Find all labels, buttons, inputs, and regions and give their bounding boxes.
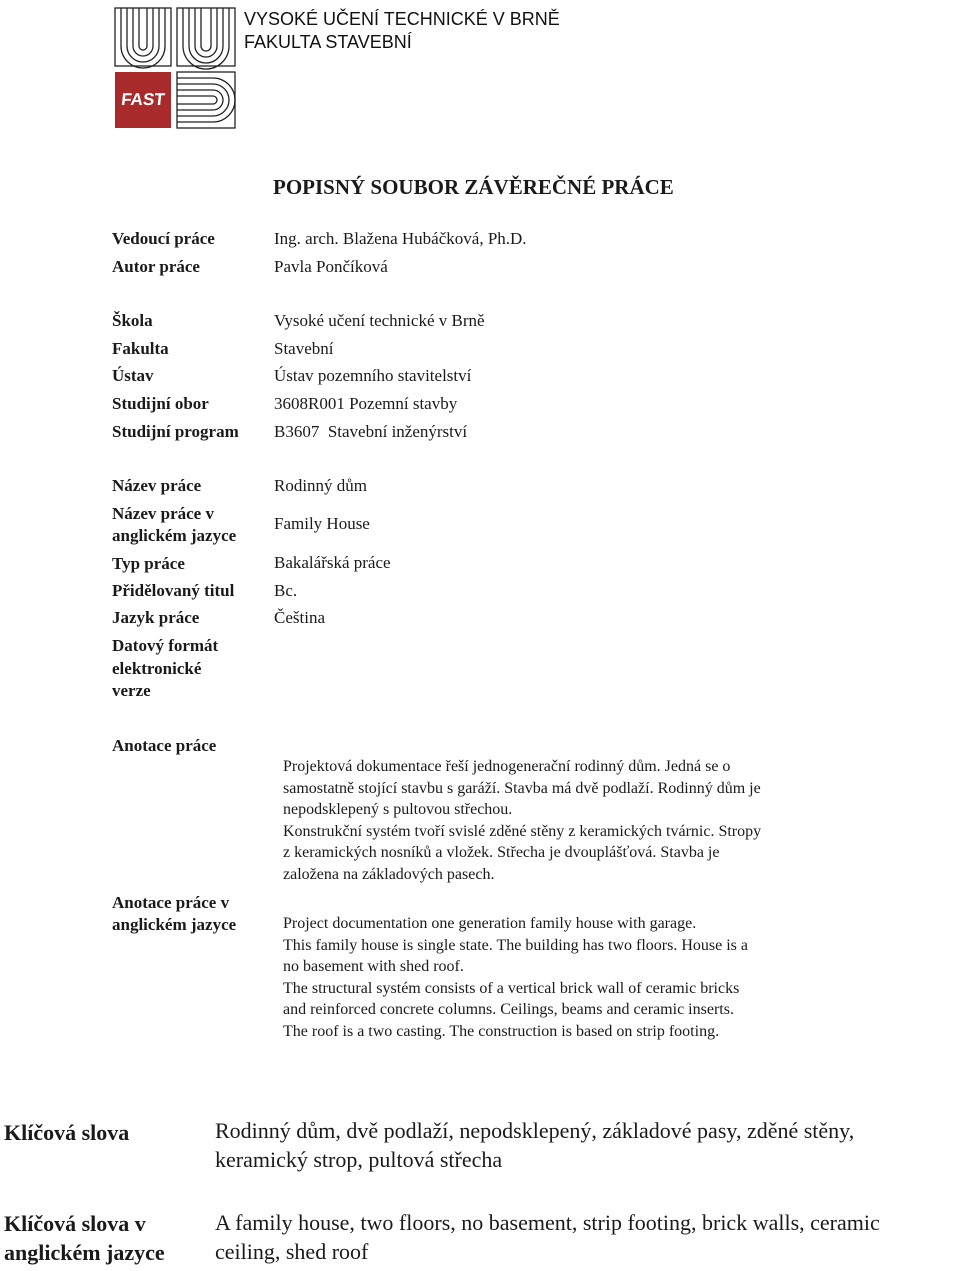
annotation-text (283, 756, 761, 885)
annotation-line: Konstrukční systém tvoří svislé zděné stěny z keramických tvárnic. Stropy (283, 822, 762, 840)
keywords-label: Klíčová slova (4, 1120, 130, 1145)
school-value: Vysoké učení technické v Brně (274, 311, 485, 330)
page-title: POPISNÝ SOUBOR ZÁVĚREČNÉ PRÁCE (273, 175, 674, 199)
annotation-en-text (283, 913, 748, 1042)
annotation-line: založena na základových pasech. (283, 865, 495, 883)
program-label: Studijní program (112, 422, 239, 441)
keywords-en-line: ceiling, shed roof (215, 1239, 369, 1264)
thesis-name-value: Rodinný dům (274, 476, 368, 495)
thesis-type-value: Bakalářská práce (274, 553, 391, 572)
faculty-logo (113, 6, 238, 130)
annotation-line: Projektová dokumentace řeší jednogenerační rodinný dům. Jedná se o (283, 758, 731, 775)
degree-label: Přidělovaný titul (112, 581, 235, 600)
thesis-name-label: Název práce (112, 476, 202, 495)
annotation-en-line: This family house is single state. The building has two floors. House is a (283, 936, 748, 954)
annotation-en-line: and reinforced concrete columns. Ceilings, beams and ceramic inserts. (283, 1001, 734, 1018)
faculty-name: FAKULTA STAVEBNÍ (244, 32, 412, 52)
keywords-line: keramický strop, pultová střecha (215, 1147, 503, 1172)
annotation-en-line: The structural systém consists of a vertical brick wall of ceramic bricks (283, 979, 740, 997)
label-line: Název práce v (112, 504, 214, 523)
label-line: Klíčová slova v (4, 1211, 146, 1236)
thesis-name-en-label (112, 503, 236, 547)
thesis-name-en-value: Family House (274, 514, 370, 533)
university-name: VYSOKÉ UČENÍ TECHNICKÉ V BRNĚ (244, 9, 560, 29)
institute-value: Ústav pozemního stavitelství (274, 366, 472, 385)
label-line: anglickém jazyce (112, 526, 237, 545)
keywords-en-text (215, 1208, 880, 1266)
label-line: elektronické (112, 658, 202, 678)
label-line: verze (112, 681, 151, 700)
supervisor-value: Ing. arch. Blažena Hubáčková, Ph.D. (274, 229, 527, 248)
annotation-en-line: Project documentation one generation family house with garage. (283, 915, 697, 932)
annotation-label: Anotace práce (112, 736, 217, 755)
keywords-en-label (4, 1209, 165, 1267)
logo-text: FAST (120, 90, 166, 109)
institute-label: Ústav (112, 366, 154, 385)
annotation-line: z keramických nosníků a vložek. Střecha je dvouplášťová. Stavba je (283, 844, 720, 861)
annotation-en-line: no basement with shed roof. (283, 958, 464, 975)
annotation-line: nepodsklepený s pultovou střechou. (283, 801, 513, 818)
supervisor-label: Vedoucí práce (112, 229, 215, 248)
annotation-en-line: The roof is a two casting. The construction is based on strip footing. (283, 1022, 720, 1040)
keywords-text (215, 1116, 854, 1174)
degree-value: Bc. (274, 581, 298, 600)
label-line: anglickém jazyce (112, 915, 237, 934)
keywords-en-line: A family house, two floors, no basement, strip footing, brick walls, ceramic (215, 1210, 880, 1235)
annotation-line: samostatně stojící stavbu s garáží. Stavba má dvě podlaží. Rodinný dům je (283, 779, 761, 797)
label-line: Anotace práce v (112, 893, 230, 912)
thesis-type-label: Typ práce (112, 554, 185, 573)
school-label: Škola (112, 311, 153, 330)
program-value: B3607 Stavební inženýrství (274, 422, 468, 441)
language-value: Čeština (274, 608, 325, 627)
field-label: Studijní obor (112, 394, 209, 413)
language-label: Jazyk práce (112, 608, 200, 627)
author-value: Pavla Pončíková (274, 257, 388, 276)
faculty-value: Stavební (274, 339, 334, 358)
author-label: Autor práce (112, 257, 200, 276)
field-value: 3608R001 Pozemní stavby (274, 394, 458, 413)
data-format-label (112, 635, 218, 703)
keywords-line: Rodinný dům, dvě podlaží, nepodsklepený, základové pasy, zděné stěny, (215, 1118, 855, 1143)
label-line: Datový formát (112, 636, 219, 655)
label-line: anglickém jazyce (4, 1240, 165, 1265)
faculty-label: Fakulta (112, 339, 169, 358)
annotation-en-label (112, 892, 236, 936)
